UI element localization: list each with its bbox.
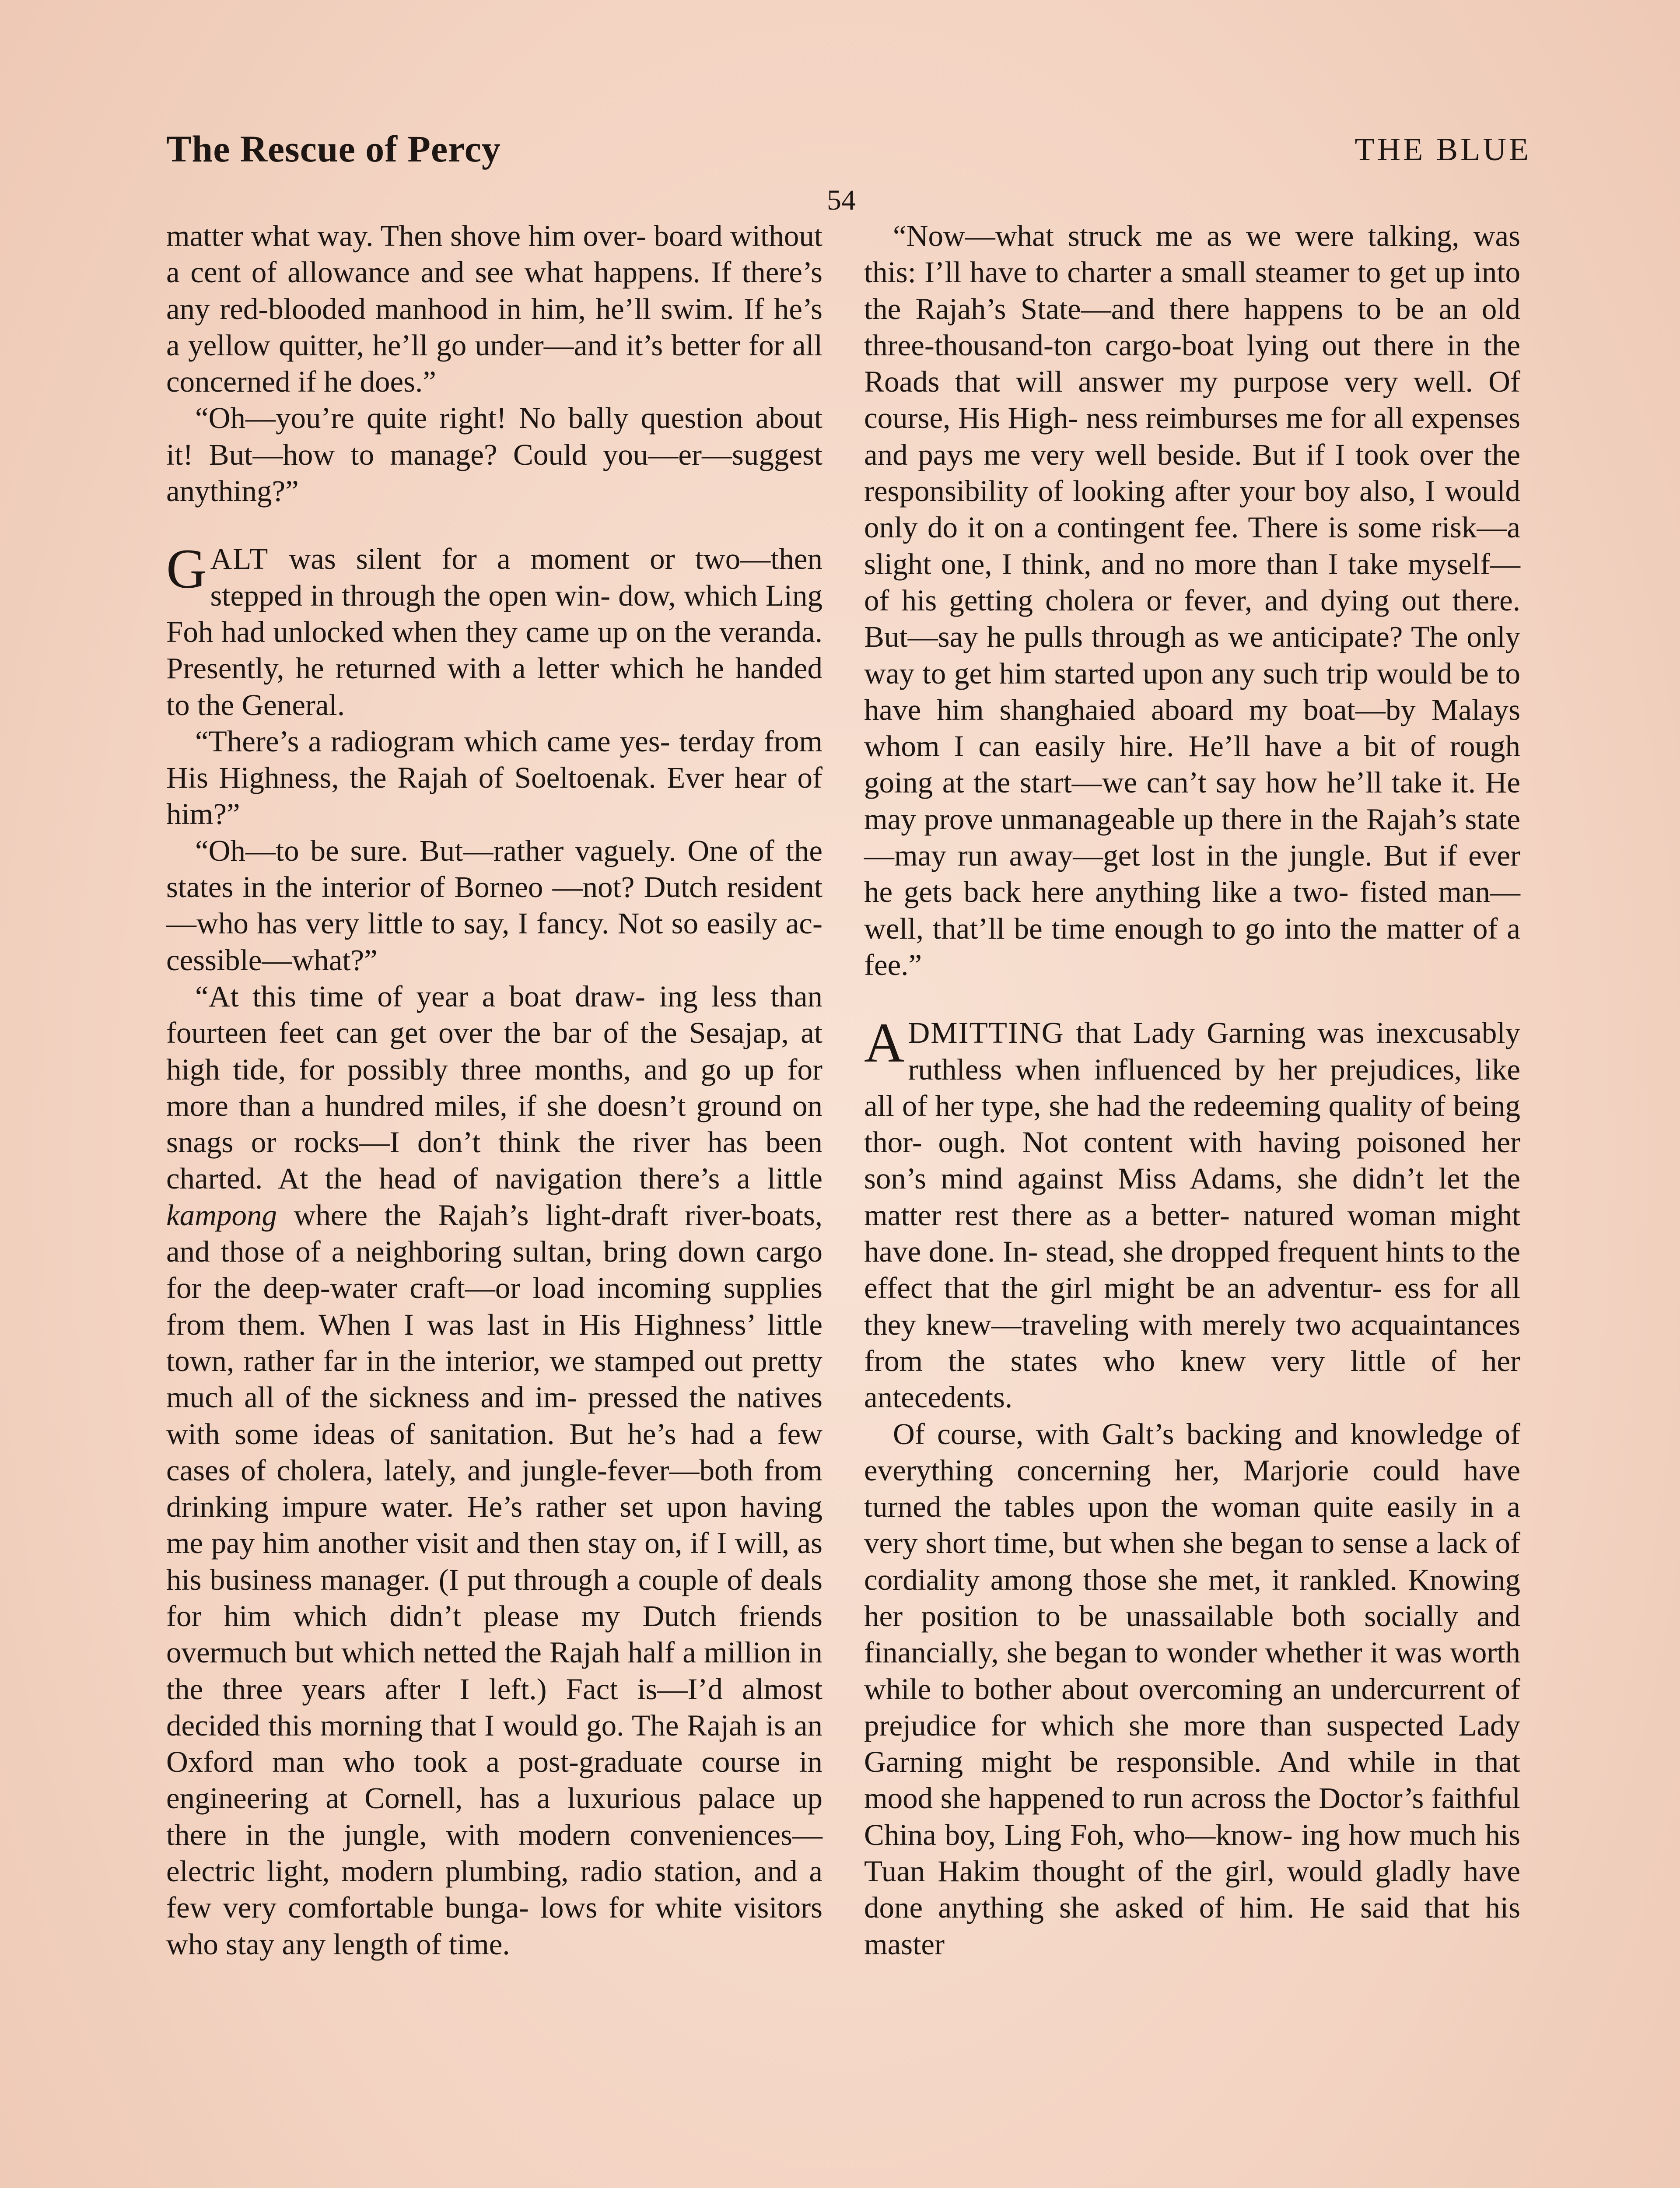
section-break	[166, 509, 822, 541]
paragraph-text: “At this time of year a boat draw- ing less than fourteen feet can get over the bar of the Sesajap, at high tide, for possibly three months, and go up for more than a hundred miles, if she doesn’t ground on snags or rocks—I don’t think the river has been charted. At the head of navigation there’s a little	[166, 979, 822, 1196]
paragraph: matter what way. Then shove him over- board without a cent of allowance and see what happens. If there’s any red-blooded manhood in him, he’ll swim. If he’s a yellow quitter, he’ll go under—and it’s better for all concerned if he does.”	[166, 219, 822, 399]
drop-cap: G	[166, 538, 207, 600]
paragraph-with-drop-cap	[166, 538, 822, 723]
magazine-name: THE BLUE	[1354, 132, 1531, 168]
paragraph: “Oh—to be sure. But—rather vaguely. One of the states in the interior of Borneo —not? Dutch resident—who has very little to say, I fancy. Not so easily ac- cessible—what?”	[166, 834, 822, 977]
paragraph: Of course, with Galt’s backing and knowledge of everything concerning her, Marjorie could have turned the tables upon the woman quite easily in a very short time, but when she began to sense a lack of cordiality among those she met, it rankled. Knowing her position to be unassailable both socially and financially, she began to wonder whether it was worth while to bother about overcoming an undercurrent of prejudice for which she more than suspected Lady Garning might be responsible. And while in that mood she happened to run across the Doctor’s faithful China boy, Ling Foh, who—know- ing how much his Tuan Hakim thought of the girl, would gladly have done anything she asked of him. He said that his master	[864, 1417, 1520, 1961]
section-break	[864, 983, 1520, 1015]
drop-cap-lead: DMITTING	[908, 1016, 1064, 1050]
story-title: The Rescue of Percy	[166, 128, 501, 170]
drop-cap-lead: ALT	[210, 542, 269, 576]
italic-word: kampong	[166, 1198, 277, 1232]
paragraph	[166, 978, 822, 1963]
page-number: 54	[827, 184, 856, 216]
right-column	[864, 218, 1520, 1963]
paragraph: “There’s a radiogram which came yes- terday from His Highness, the Rajah of Soeltoenak. Ever hear of him?”	[166, 724, 822, 831]
drop-cap: A	[864, 1012, 905, 1074]
paragraph-text: was silent for a moment or two—then stepped in through the open win- dow, which Ling Foh had unlocked when they came up on the veranda. Presently, he returned with a letter which he handed to the General.	[166, 542, 822, 722]
paragraph: “Oh—you’re quite right! No bally question about it! But—how to manage? Could you—er—suggest anything?”	[166, 401, 822, 508]
paragraph-text: that Lady Garning was inexcusably ruthless when influenced by her prejudices, like all of her type, she had the redeeming quality of being thor- ough. Not content with having poisoned her son’s mind against Miss Adams, she didn’t let the matter rest there as a better- natured woman might have done. In- stead, she dropped frequent hints to the effect that the girl might be an adventur- ess for all they knew—traveling with merely two acquaintances from the states who knew very little of her antecedents.	[864, 1016, 1520, 1414]
left-column	[166, 218, 822, 1963]
paragraph-with-drop-cap	[864, 1012, 1520, 1416]
paragraph-text: where the Rajah’s light-draft river-boats, and those of a neighboring sultan, bring down cargo for the deep-water craft—or load incoming supplies from them. When I was last in His Highness’ little town, rather far in the interior, we stamped out pretty much all of the sickness and im- pressed the natives with some ideas of sanitation. But he’s had a few cases of cholera, lately, and jungle-fever—both from drinking impure water. He’s rather set upon having me pay him another visit and then stay on, if I will, as his business manager. (I put through a couple of deals for him which didn’t please my Dutch friends overmuch but which netted the Rajah half a million in the three years after I left.) Fact is—I’d almost decided this morning that I would go. The Rajah is an Oxford man who took a post-graduate course in engineering at Cornell, has a luxurious palace up there in the jungle, with modern conveniences—electric light, modern plumbing, radio station, and a few very comfortable bunga- lows for white visitors who stay any length of time.	[166, 1198, 822, 1961]
paragraph: “Now—what struck me as we were talking, was this: I’ll have to charter a small steamer to get up into the Rajah’s State—and there happens to be an old three-thousand-ton cargo-boat lying out there in the Roads that will answer my purpose very well. Of course, His High- ness reimburses me for all expenses and pays me very well beside. But if I took over the responsibility of looking after your boy also, I would only do it on a contingent fee. There is some risk—a slight one, I think, and no more than I take myself—of his getting cholera or fever, and dying out there. But—say he pulls through as we anticipate? The only way to get him started upon any such trip would be to have him shanghaied aboard my boat—by Malays whom I can easily hire. He’ll have a bit of rough going at the start—we can’t say how he’ll take it. He may prove unmanageable up there in the Rajah’s state—may run away—get lost in the jungle. But if ever he gets back here anything like a two- fisted man—well, that’ll be time enough to go into the matter of a fee.”	[864, 219, 1520, 982]
